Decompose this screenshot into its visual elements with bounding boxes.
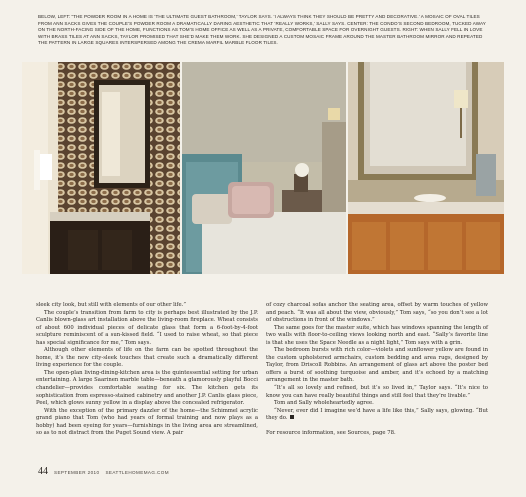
- page-footer: [38, 466, 169, 477]
- article-column-left: [36, 302, 258, 438]
- photo-caption: BELOW, LEFT: “THE POWDER ROOM IN A HOME IS ‘THE ULTIMATE GUEST BATHROOM,’ TAYLOR SAYS. ‘I ALWAYS THINK THEY SHOULD BE PRETTY AND DECORATIVE.’ A MOSAIC OF OVAL TILES FROM ANN SACKS GIVES THE COUPLE’S POWDER ROOM A DRAMATICALLY DARING AESTHETIC THAT ‘REALLY WORKS,’ SALLY SAYS. CENTER: THE CONDO’S SECOND BEDROOM, TUCKED AWAY ON THE NORTH-FACING SIDE OF THE HOME, FUNCTIONS AS TOM’S HOME OFFICE AS WELL AS A PRIVATE, COMFORTABLE SPACE FOR OVERNIGHT GUESTS. RIGHT: WHEN SALLY FELL IN LOVE WITH BRASS TILES AT ANN SACKS, TAYLOR PROMISED THAT SHE’D MAKE THEM WORK. SHE DESIGNED A CUSTOM MOSAIC FRAME AROUND THE MASTER BATHROOM MIRROR AND REPEATED THE PATTERN IN LARGE SQUARES INTERSPERSED AMONG THE CREMA MARFIL MARBLE FLOOR TILES.: [38, 14, 486, 46]
- paragraph: “It’s all so lovely and refined, but it’s so lived in,” Taylor says. “It’s nice to know you can have really beautiful things and still feel that they’re livable.”: [266, 385, 488, 399]
- paragraph: of cozy charcoal sofas anchor the seating area, offset by warm touches of yellow and peach. “It was all about the view, obviously,” Tom says, “so you don’t see a lot of obstructions in front of the windows.”: [266, 302, 488, 324]
- paragraph: The open-plan living-dining-kitchen area is the quintessential setting for urban entertaining. A large Saarinen marble table—beneath a glamorously playful Bocci chandelier—provides comfortable seating for six. The kitchen gets its sophistication from espresso-stained cabinetry and another J.P. Canlis glass piece, Peel, which glows sunny yellow in a display above the concealed refrigerator.: [36, 369, 258, 407]
- closing-quote: “Never, ever did I imagine we’d have a life like this,” Sally says, glowing. “But they do.: [266, 407, 488, 422]
- source-note: For resource information, see Sources, page 78.: [266, 429, 396, 436]
- powder-room-photo: [22, 62, 180, 274]
- paragraph: The couple’s transition from farm to city is perhaps best illustrated by the J.P. Canlis blown-glass art installation above the living-room fireplace. Wheat consists of about 600 individual pieces of delicate glass that form a 6-foot-by-4-foot sculpture reminiscent of a sun-kissed field. “I used to raise wheat, so that piece has special significance for me,” Tom says.: [36, 309, 258, 346]
- powder-room-illustration: [22, 62, 180, 274]
- paragraph: With the exception of the primary dazzler of the home—the Schimmel acrylic grand piano that Tom (who had years of formal training and now plays as a hobby) had been eyeing for years—furnishings in the living area are streamlined, so as to not distract from the Puget Sound view. A pair: [36, 407, 258, 437]
- issue-date: SEPTEMBER 2010: [54, 470, 100, 475]
- closing-paragraph: [266, 408, 488, 423]
- master-bathroom-photo: [348, 62, 504, 274]
- site-url: SEATTLEHOMEMAG.COM: [105, 470, 169, 475]
- paragraph: sleek city look, but still with elements of our other life.”: [36, 302, 187, 308]
- end-of-article-mark: [290, 415, 294, 419]
- guest-bedroom-photo: [182, 62, 346, 274]
- master-bathroom-illustration: [348, 62, 504, 274]
- paragraph: Tom and Sally wholeheartedly agree.: [274, 400, 374, 407]
- guest-bedroom-illustration: [182, 62, 346, 274]
- paragraph: Although other elements of life on the farm can be spotted throughout the home, it’s the new city-sleek touches that create such a dramatically different living experience for the couple.: [36, 347, 258, 369]
- paragraph: The same goes for the master suite, which has windows spanning the length of two walls with floor-to-ceiling views looking north and east. “Sally’s favorite line is that she uses the Space Needle as a night light,” Tom says with a grin.: [266, 324, 488, 346]
- paragraph: The bedroom bursts with rich color—violets and sunflower yellow are found in the custom upholstered armchairs, custom bedding and area rugs, designed by Taylor, from Driscoll Robbins. An arrangement of glass art above the poster bed offers a burst of soothing turquoise and amber, and it’s echoed by a matching arrangement in the master bath.: [266, 347, 488, 384]
- photo-strip: [22, 62, 504, 274]
- article-column-right: [266, 302, 488, 437]
- page-number: 44: [38, 466, 48, 477]
